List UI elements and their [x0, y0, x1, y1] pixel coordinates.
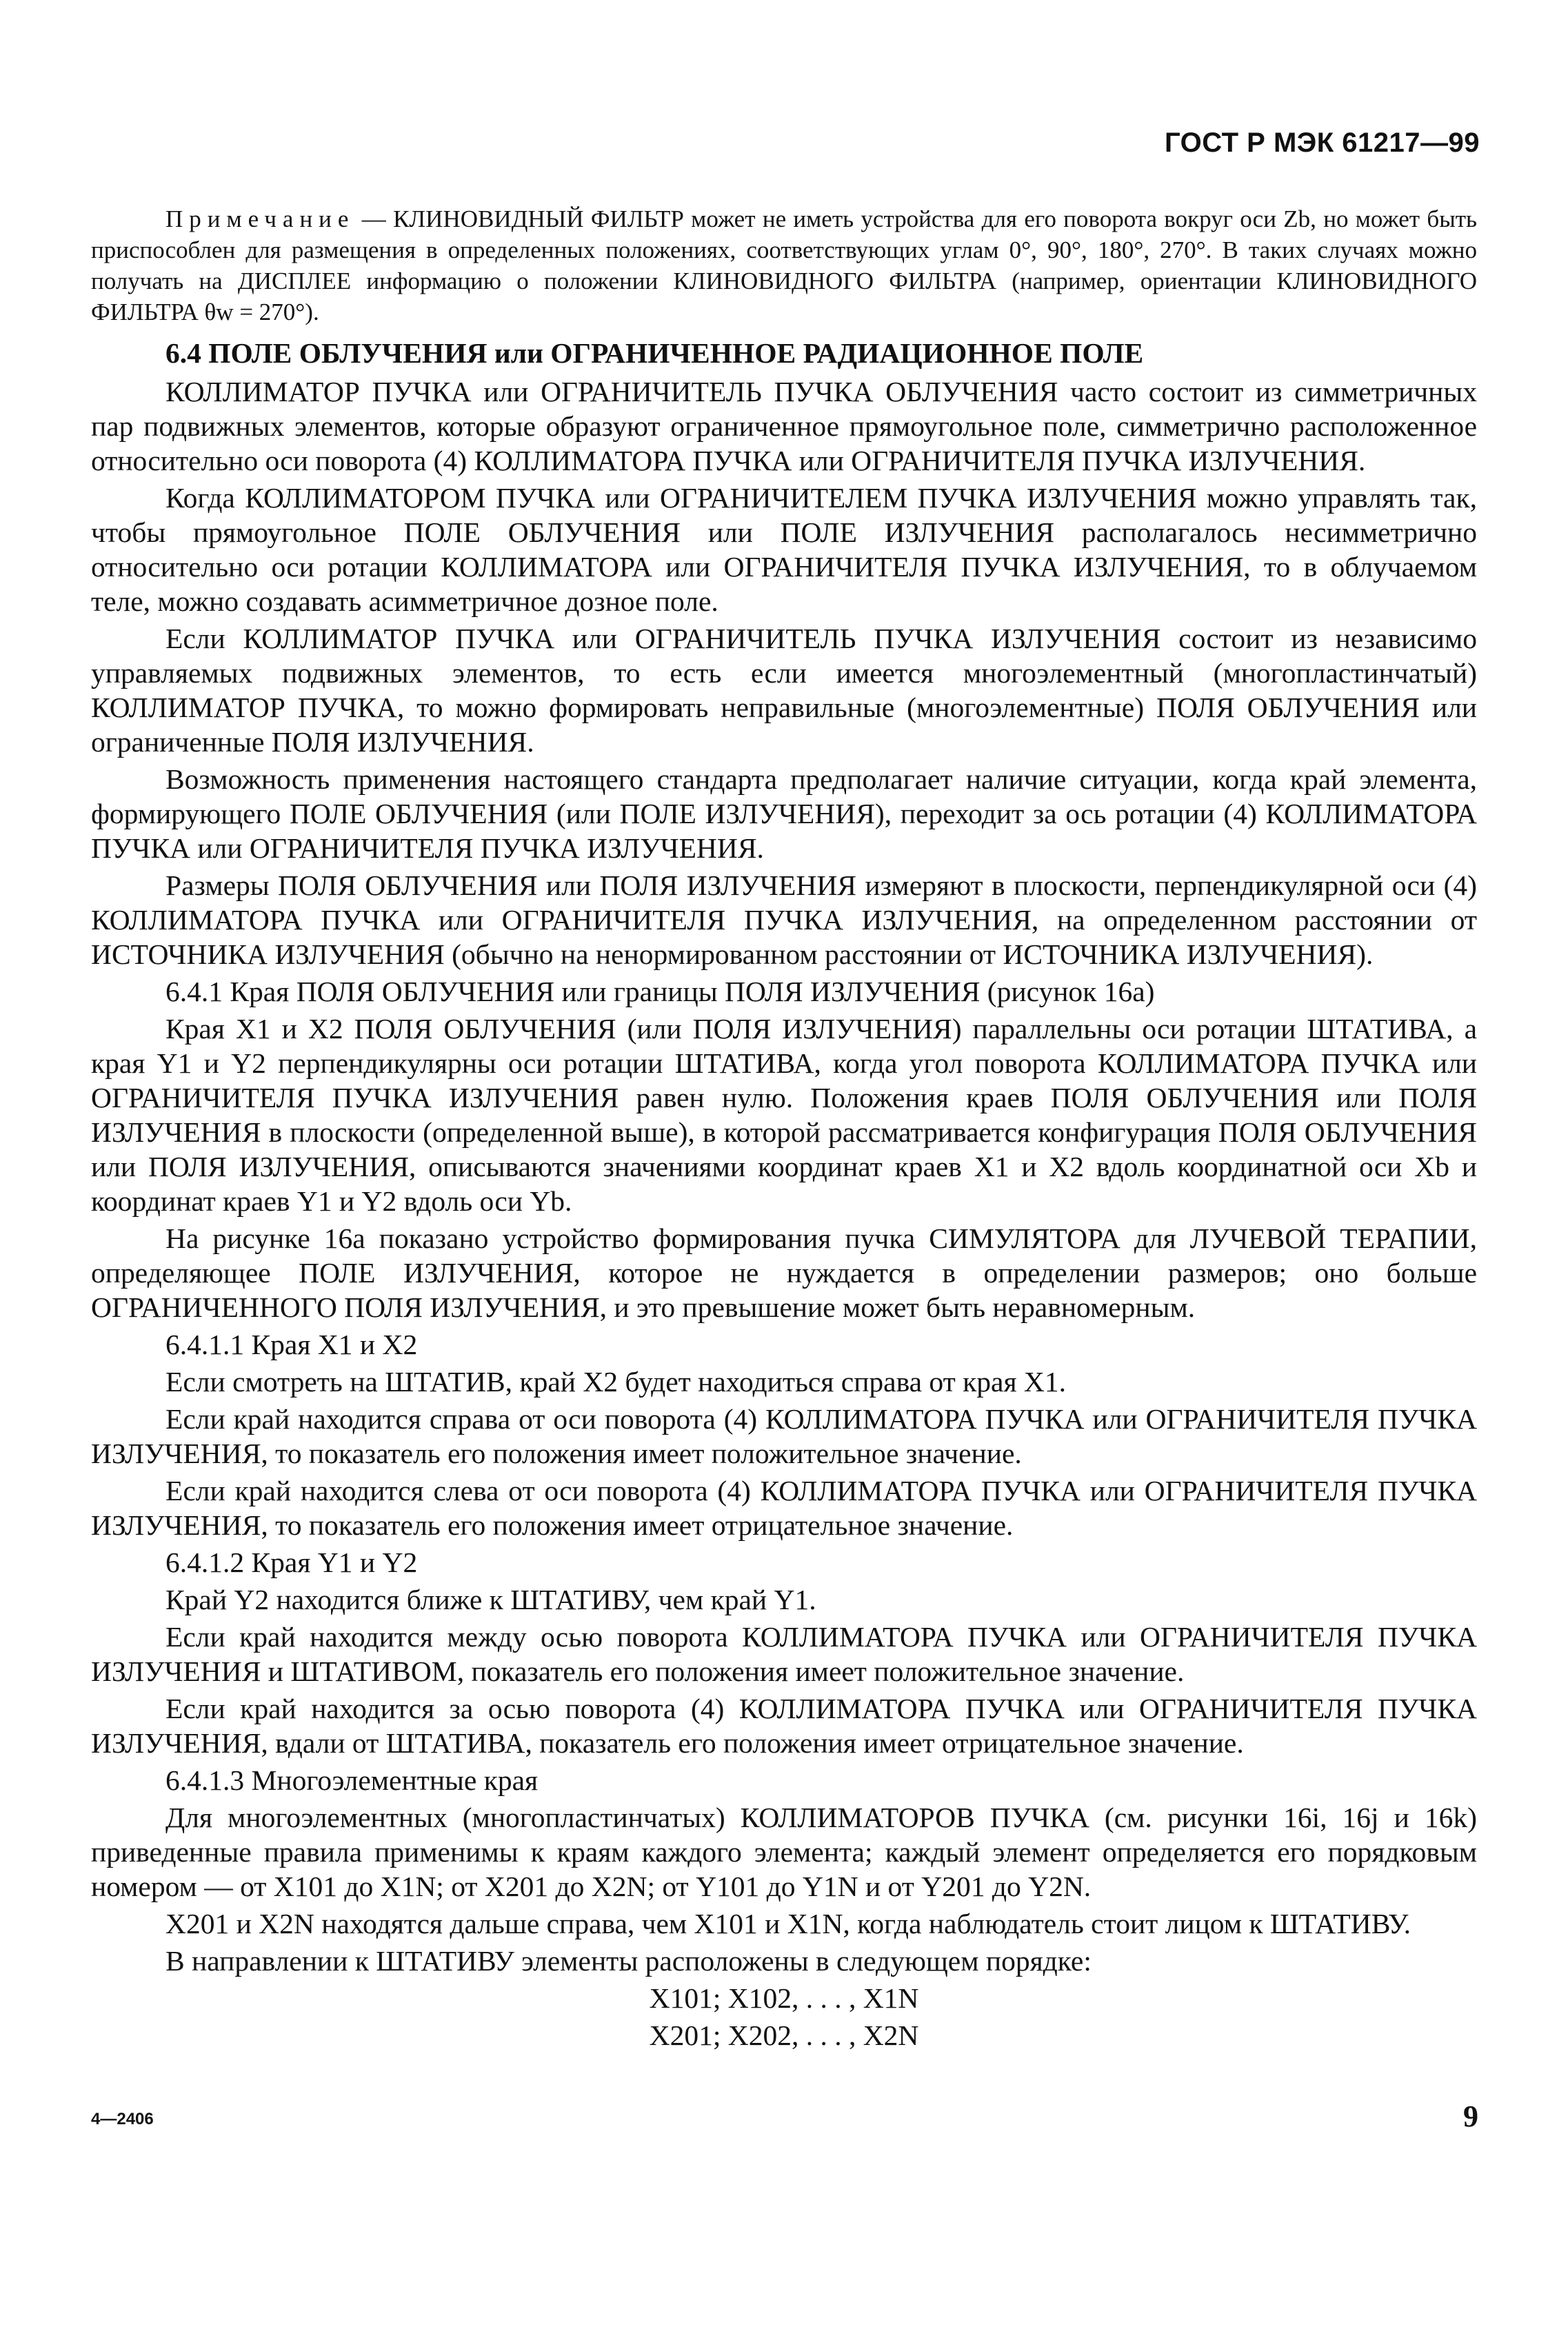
sequence-line: X201; X202, . . . , X2N [649, 2019, 919, 2051]
paragraph: Если край находится слева от оси поворота (4) КОЛЛИМАТОРА ПУЧКА или ОГРАНИЧИТЕЛЯ ПУЧКА ИЗЛУЧЕНИЯ, то показатель его положения имеет отрицательное значение. [91, 1475, 1477, 1541]
paragraph: КОЛЛИМАТОР ПУЧКА или ОГРАНИЧИТЕЛЬ ПУЧКА ОБЛУЧЕНИЯ часто состоит из симметричных пар подвижных элементов, которые образуют ограниченное прямоугольное поле, симметрично расположенное относительно оси поворота (4) КОЛЛИМАТОРА ПУЧКА или ОГРАНИЧИТЕЛЯ ПУЧКА ИЗЛУЧЕНИЯ. [91, 376, 1477, 476]
paragraph: В направлении к ШТАТИВУ элементы расположены в следующем порядке: [165, 1945, 1092, 1977]
paragraph: X201 и X2N находятся дальше справа, чем X101 и X1N, когда наблюдатель стоит лицом к ШТАТИВУ. [165, 1908, 1411, 1939]
document-header: ГОСТ Р МЭК 61217—99 [1164, 128, 1480, 158]
paragraph: Размеры ПОЛЯ ОБЛУЧЕНИЯ или ПОЛЯ ИЗЛУЧЕНИЯ измеряют в плоскости, перпендикулярной оси (4) КОЛЛИМАТОРА ПУЧКА или ОГРАНИЧИТЕЛЯ ПУЧКА ИЗЛУЧЕНИЯ, на определенном расстоянии от ИСТОЧНИКА ИЗЛУЧЕНИЯ (обычно на ненормированном расстоянии от ИСТОЧНИКА ИЗЛУЧЕНИЯ). [91, 869, 1477, 970]
page-number: 9 [1463, 2099, 1478, 2133]
note-text: — КЛИНОВИДНЫЙ ФИЛЬТР может не иметь устройства для его поворота вокруг оси Zb, но может быть приспособлен для размещения в определенных положениях, соответствующих углам 0°, 90°, 180°, 270°. В таких случаях можно получать на ДИСПЛЕЕ информацию о положении КЛИНОВИДНОГО ФИЛЬТРА (например, ориентации КЛИНОВИДНОГО ФИЛЬТРА θw = 270°). [91, 205, 1477, 325]
note-paragraph [91, 203, 1477, 327]
paragraph: Если КОЛЛИМАТОР ПУЧКА или ОГРАНИЧИТЕЛЬ ПУЧКА ИЗЛУЧЕНИЯ состоит из независимо управляемых подвижных элементов, то есть если имеется многоэлементный (многопластинчатый) КОЛЛИМАТОР ПУЧКА, то можно формировать неправильные (многоэлементные) ПОЛЯ ОБЛУЧЕНИЯ или ограниченные ПОЛЯ ИЗЛУЧЕНИЯ. [91, 623, 1477, 758]
note-label: Примечание [165, 205, 355, 232]
paragraph: На рисунке 16а показано устройство формирования пучка СИМУЛЯТОРА для ЛУЧЕВОЙ ТЕРАПИИ, определяющее ПОЛЕ ИЗЛУЧЕНИЯ, которое не нуждается в определении размеров; оно больше ОГРАНИЧЕННОГО ПОЛЯ ИЗЛУЧЕНИЯ, и это превышение может быть неравномерным. [91, 1222, 1477, 1323]
paragraph: Края X1 и X2 ПОЛЯ ОБЛУЧЕНИЯ (или ПОЛЯ ИЗЛУЧЕНИЯ) параллельны оси ротации ШТАТИВА, а края Y1 и Y2 перпендикулярны оси ротации ШТАТИВА, когда угол поворота КОЛЛИМАТОРА ПУЧКА или ОГРАНИЧИТЕЛЯ ПУЧКА ИЗЛУЧЕНИЯ равен нулю. Положения краев ПОЛЯ ОБЛУЧЕНИЯ или ПОЛЯ ИЗЛУЧЕНИЯ в плоскости (определенной выше), в которой рассматривается конфигурация ПОЛЯ ОБЛУЧЕНИЯ или ПОЛЯ ИЗЛУЧЕНИЯ, описываются значениями координат краев X1 и X2 вдоль координатной оси Xb и координат краев Y1 и Y2 вдоль оси Yb. [91, 1013, 1477, 1217]
paragraph: Когда КОЛЛИМАТОРОМ ПУЧКА или ОГРАНИЧИТЕЛЕМ ПУЧКА ИЗЛУЧЕНИЯ можно управлять так, чтобы прямоугольное ПОЛЕ ОБЛУЧЕНИЯ или ПОЛЕ ИЗЛУЧЕНИЯ располагалось несимметрично относительно оси ротации КОЛЛИМАТОРА или ОГРАНИЧИТЕЛЯ ПУЧКА ИЗЛУЧЕНИЯ, то в облучаемом теле, можно создавать асимметричное дозное поле. [91, 482, 1477, 617]
paragraph: Если край находится между осью поворота КОЛЛИМАТОРА ПУЧКА или ОГРАНИЧИТЕЛЯ ПУЧКА ИЗЛУЧЕНИЯ и ШТАТИВОМ, показатель его положения имеет положительное значение. [91, 1621, 1477, 1687]
paragraph: Если смотреть на ШТАТИВ, край X2 будет находиться справа от края X1. [165, 1366, 1067, 1398]
subsection-title: 6.4.1 Края ПОЛЯ ОБЛУЧЕНИЯ или границы ПОЛЯ ИЗЛУЧЕНИЯ (рисунок 16а) [165, 976, 1155, 1007]
section-heading: 6.4 ПОЛЕ ОБЛУЧЕНИЯ или ОГРАНИЧЕННОЕ РАДИАЦИОННОЕ ПОЛЕ [165, 337, 1144, 369]
document-body [91, 203, 1477, 2055]
paragraph: Возможность применения настоящего стандарта предполагает наличие ситуации, когда край элемента, формирующего ПОЛЕ ОБЛУЧЕНИЯ (или ПОЛЕ ИЗЛУЧЕНИЯ), переходит за ось ротации (4) КОЛЛИМАТОРА ПУЧКА или ОГРАНИЧИТЕЛЯ ПУЧКА ИЗЛУЧЕНИЯ. [91, 763, 1477, 864]
subsection-title: 6.4.1.2 Края Y1 и Y2 [165, 1546, 418, 1578]
paragraph: Край Y2 находится ближе к ШТАТИВУ, чем край Y1. [165, 1584, 816, 1615]
sequence-line: X101; X102, . . . , X1N [649, 1982, 919, 2014]
subsection-title: 6.4.1.3 Многоэлементные края [165, 1764, 539, 1796]
paragraph: Для многоэлементных (многопластинчатых) КОЛЛИМАТОРОВ ПУЧКА (см. рисунки 16i, 16j и 16k) приведенные правила применимы к краям каждого элемента; каждый элемент определяется его порядковым номером — от X101 до X1N; от X201 до X2N; от Y101 до Y1N и от Y201 до Y2N. [91, 1802, 1477, 1902]
footer-code: 4—2406 [91, 2110, 154, 2128]
paragraph: Если край находится справа от оси поворота (4) КОЛЛИМАТОРА ПУЧКА или ОГРАНИЧИТЕЛЯ ПУЧКА ИЗЛУЧЕНИЯ, то показатель его положения имеет положительное значение. [91, 1403, 1477, 1469]
subsection-title: 6.4.1.1 Края X1 и X2 [165, 1329, 418, 1360]
paragraph: Если край находится за осью поворота (4) КОЛЛИМАТОРА ПУЧКА или ОГРАНИЧИТЕЛЯ ПУЧКА ИЗЛУЧЕНИЯ, вдали от ШТАТИВА, показатель его положения имеет отрицательное значение. [91, 1693, 1477, 1759]
